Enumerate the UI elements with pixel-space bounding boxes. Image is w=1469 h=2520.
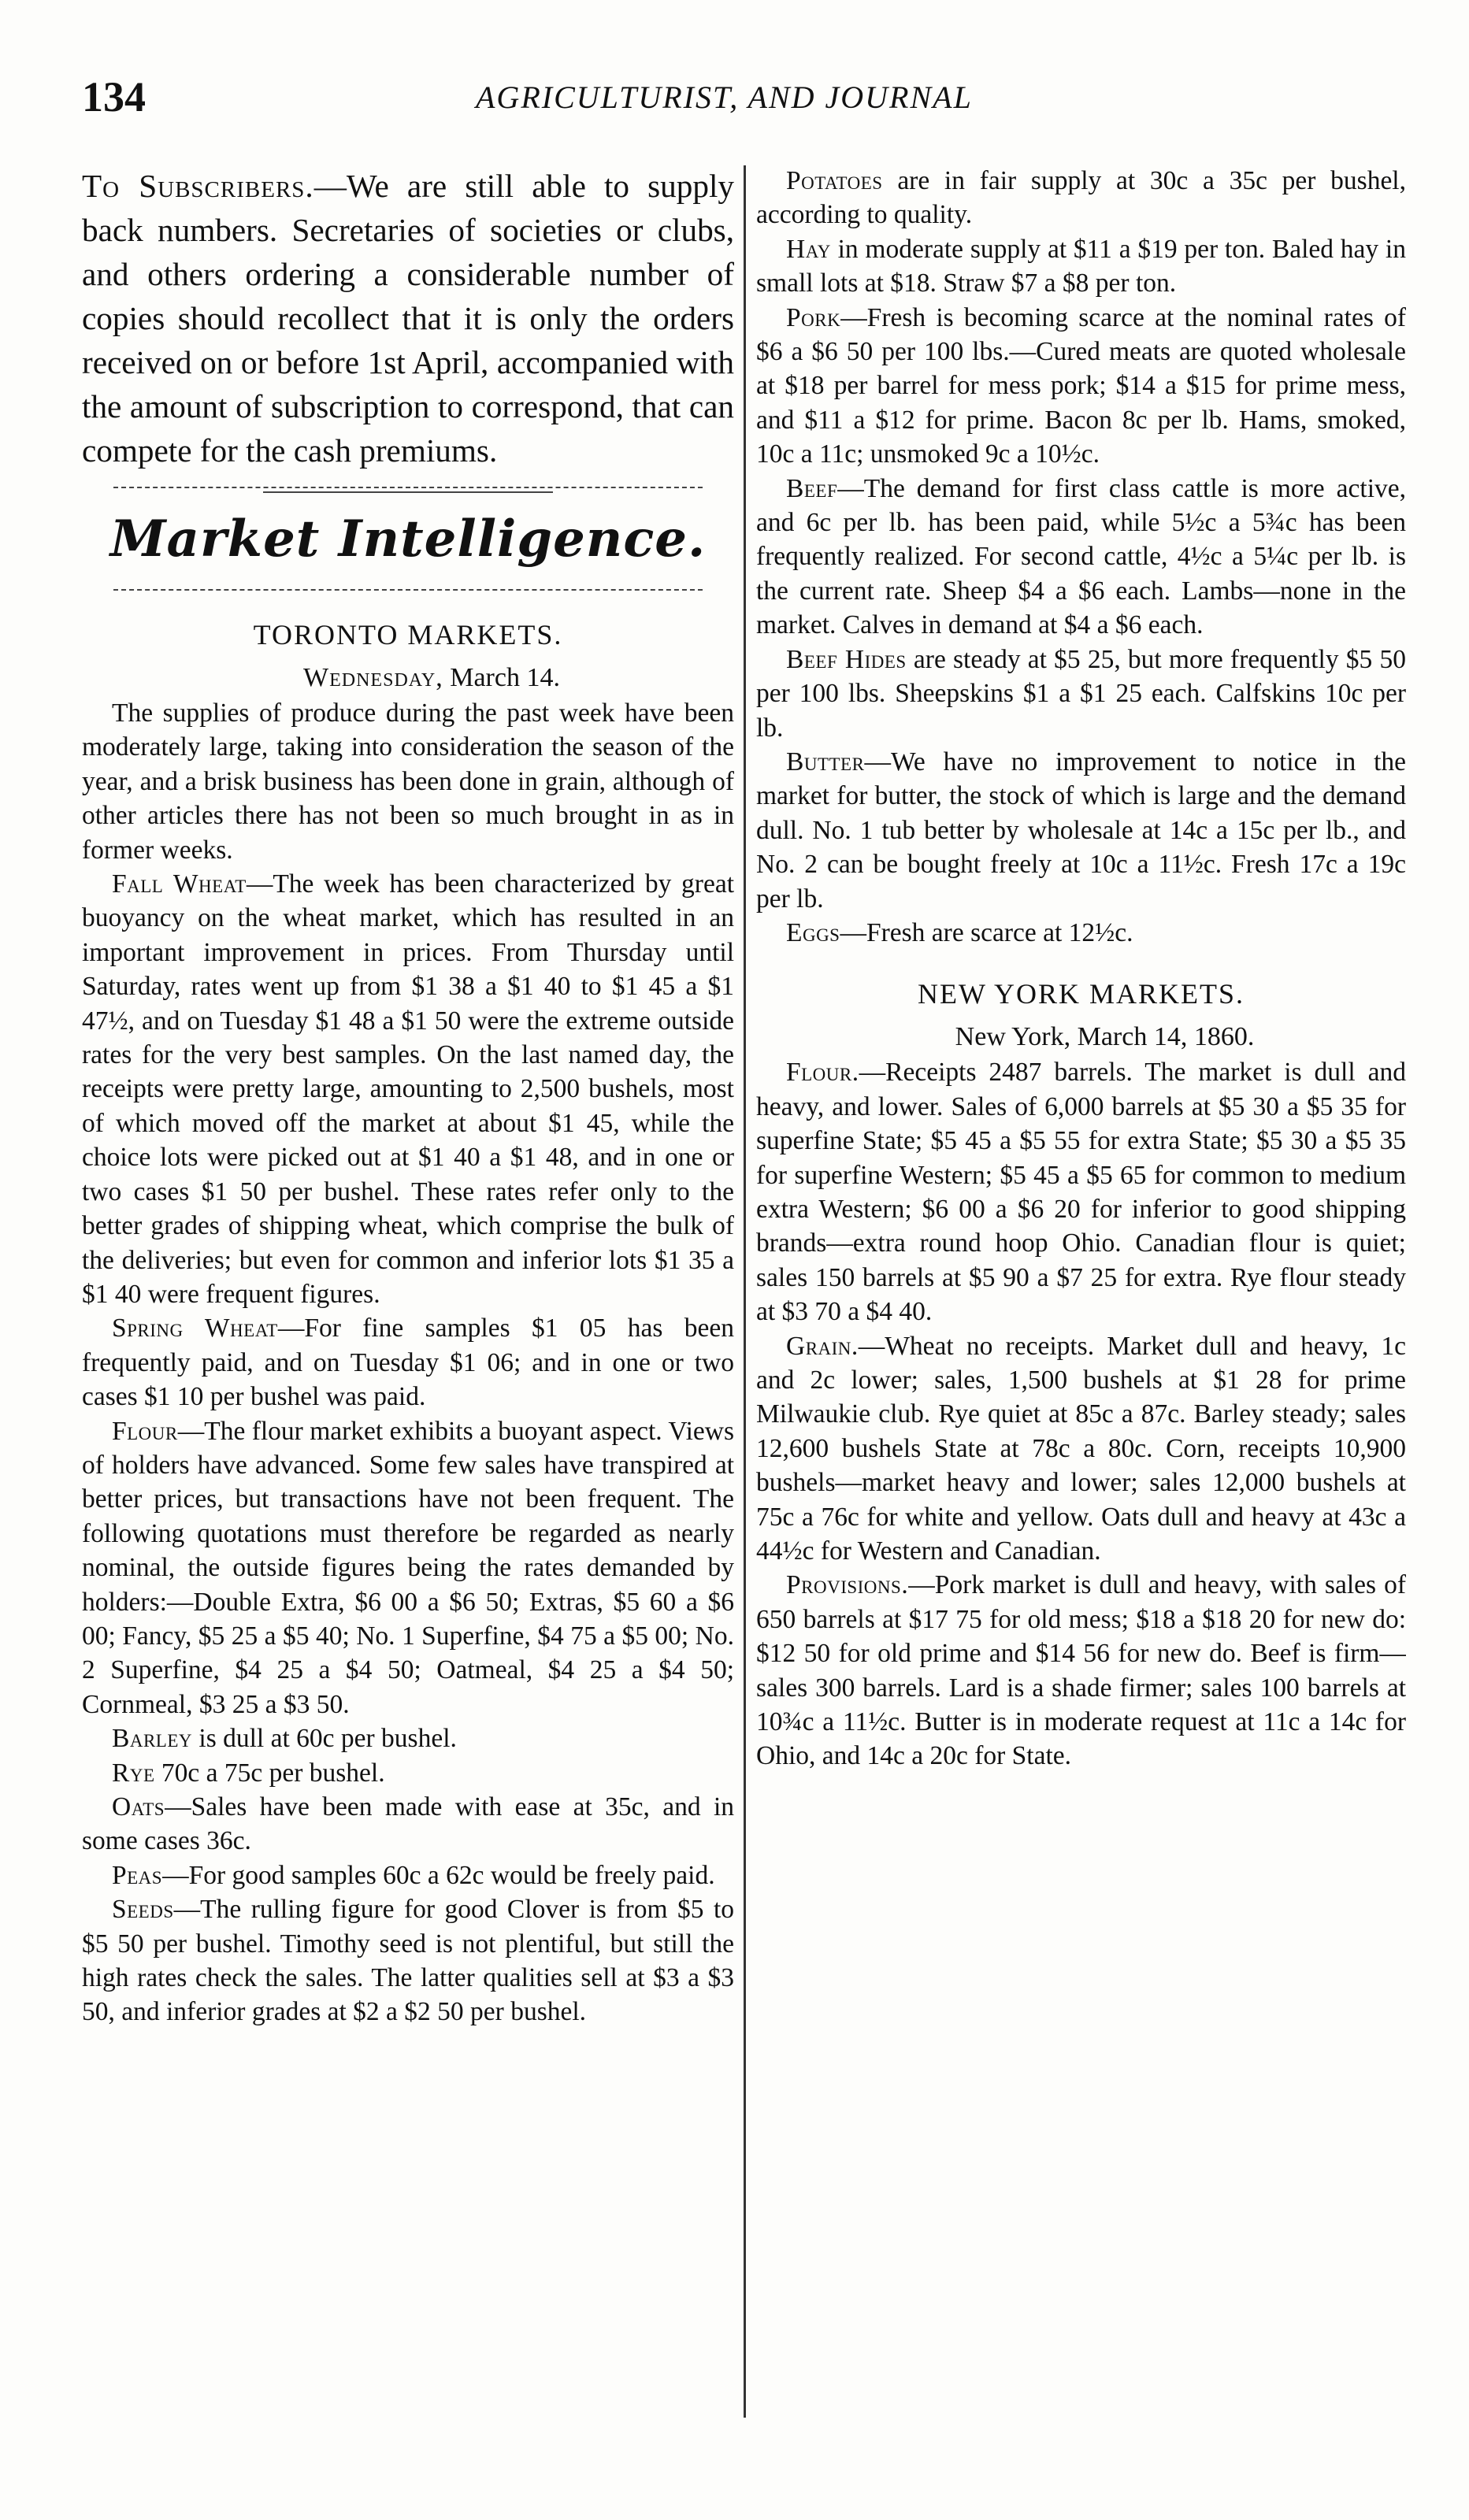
toronto-report: [82, 696, 734, 2029]
market-item: Spring Wheat—For fine samples $1 05 has been frequently paid, and on Tuesday $1 06; and in one or two cases $1 10 per bushel was paid.: [82, 1314, 734, 1412]
running-title: AGRICULTURIST, AND JOURNAL: [476, 80, 973, 115]
toronto-report-continued: [756, 164, 1406, 950]
market-item: Seeds—The rulling figure for good Clover is from $5 to $5 50 per bushel. Timothy seed is not plentiful, but still the high rates check the sales. The latter qualities sell at $3 a $3 50, and inferior grades at $2 a $2 50 per bushel.: [82, 1895, 734, 2027]
market-item: Provisions.—Pork market is dull and heavy, with sales of 650 barrels at $17 75 for old mess; $18 a $18 20 for new do: $12 50 for old prime and $14 56 for new do. Beef is firm—sales 300 barrels. Lard is a shade firmer; sales 100 barrels at 10¾c a 11½c. Butter is in moderate request at 11c a 14c for Ohio, and 14c a 20c for State.: [756, 1570, 1406, 1771]
left-column: [82, 164, 734, 2029]
market-item: Hay in moderate supply at $11 a $19 per ton. Baled hay in small lots at $18. Straw $7 a $8 per ton.: [756, 234, 1406, 298]
market-item: Potatoes are in fair supply at 30c a 35c per bushel, according to quality.: [756, 166, 1406, 230]
market-item: Butter—We have no improvement to notice in the market for butter, the stock of which is large and the demand dull. No. 1 tub better by wholesale at 14c a 15c per lb., and No. 2 can be bought freely at 10c a 11½c. Fresh 17c a 19c per lb.: [756, 747, 1406, 914]
market-item: Beef—The demand for first class cattle is more active, and 6c per lb. has been paid, while 5½c a 5¾c has been frequently realized. For second cattle, 4½c a 5¼c per lb. is the current rate. Sheep $4 a $6 each. Lambs—none in the market. Calves in demand at $4 a $6 each.: [756, 473, 1406, 640]
market-item: Flour.—Receipts 2487 barrels. The market is dull and heavy, and lower. Sales of 6,000 barrels at $5 30 a $5 35 for superfine State; $5 45 a $5 55 for extra State; $5 30 a $5 35 for superfine Western; $5 45 a $5 65 for common to medium extra Western; $6 00 a $6 20 for inferior to good shipping brands—extra round hoop Ohio. Canadian flour is quiet; sales 150 barrels at $5 90 a $7 25 for extra. Rye flour steady at $3 70 a $4 40.: [756, 1058, 1406, 1327]
separator-rule: [82, 472, 734, 504]
market-item: Fall Wheat—The week has been characterized by great buoyancy on the wheat market, which has resulted in an important improvement in prices. From Thursday until Saturday, rates went up from $1 38 a $1 40 to $1 45 a $1 47½, and on Tuesday $1 48 a $1 50 were the extreme outside rates for the very best samples. On the last named day, the receipts were pretty large, amounting to 2,500 bushels, most of which moved off the market at about $1 45, while the choice lots were picked out at $1 40 a $1 48, and in one or two cases $1 50 per bushel. These rates refer only to the better grades of shipping wheat, which comprise the bulk of the deliveries; but even for common and inferior lots $1 35 a $1 40 were frequent figures.: [82, 869, 734, 1309]
market-item: Pork—Fresh is becoming scarce at the nominal rates of $6 a $6 50 per 100 lbs.—Cured meats are quoted wholesale at $18 per barrel for mess pork; $14 a $15 for prime mess, and $11 a $12 for prime. Bacon 8c per lb. Hams, smoked, 10c a 11c; unsmoked 9c a 10½c.: [756, 302, 1406, 469]
toronto-heading: TORONTO MARKETS.: [253, 619, 563, 650]
separator-rule: [82, 575, 734, 606]
toronto-day: Wednesday,: [303, 663, 443, 692]
toronto-dateline: [129, 660, 734, 696]
notice-paragraph: [82, 164, 734, 472]
newyork-dateline: New York, March 14, 1860.: [955, 1022, 1255, 1052]
newyork-heading: NEW YORK MARKETS.: [917, 978, 1245, 1010]
toronto-date: March 14.: [450, 663, 560, 692]
subscribers-notice: [82, 164, 734, 472]
page-number: 134: [82, 73, 146, 120]
market-item: Barley is dull at 60c per bushel.: [112, 1724, 457, 1754]
market-item: Grain.—Wheat no receipts. Market dull and heavy, 1c and 2c lower; sales, 1,500 bushels at $1 28 for prime Milwaukie club. Rye quiet at 85c a 87c. Barley steady; sales 12,600 bushels State at 78c a 80c. Corn, receipts 10,900 bushels—market heavy and lower; sales 12,000 bushels at 75c a 76c for white and yellow. Oats dull and heavy at 43c a 44½c for Western and Canadian.: [756, 1331, 1406, 1566]
market-item: Eggs—Fresh are scarce at 12½c.: [786, 917, 1133, 947]
market-item: Flour—The flour market exhibits a buoyant aspect. Views of holders have advanced. Some few sales have transpired at better prices, but transactions have not been frequent. The following quotations must therefore be regarded as nearly nominal, the outside figures being the rates demanded by holders:—Double Extra, $6 00 a $6 50; Extras, $5 60 a $6 00; Fancy, $5 25 a $5 40; No. 1 Superfine, $4 75 a $5 00; No. 2 Superfine, $4 25 a $4 50; Oatmeal, $4 25 a $4 50; Cornmeal, $3 25 a $3 50.: [82, 1416, 734, 1719]
market-item: Rye 70c a 75c per bushel.: [112, 1758, 385, 1788]
section-banner: Market Intelligence.: [109, 510, 707, 569]
right-column: [756, 164, 1406, 1773]
market-item: Peas—For good samples 60c a 62c would be freely paid.: [112, 1860, 715, 1890]
notice-lead: To Subscribers.: [82, 168, 314, 204]
market-item: Oats—Sales have been made with ease at 35c, and in some cases 36c.: [82, 1792, 734, 1856]
newyork-report: [756, 1055, 1406, 1773]
toronto-intro: The supplies of produce during the past week have been moderately large, taking into consideration the season of the year, and a brisk business has been done in grain, although of other articles there has not been so much brought in as in former weeks.: [82, 699, 734, 865]
column-divider: [744, 165, 746, 2418]
notice-text: —We are still able to supply back numbers. Secretaries of societies or clubs, and others ordering a considerable number of copies should recollect that it is only the orders received on or before 1st April, accompanied with the amount of subscription to correspond, that can compete for the cash premiums.: [82, 168, 734, 469]
market-item: Beef Hides are steady at $5 25, but more frequently $5 50 per 100 lbs. Sheepskins $1 a $1 25 each. Calfskins 10c per lb.: [756, 644, 1406, 743]
page-header: [82, 72, 1393, 135]
